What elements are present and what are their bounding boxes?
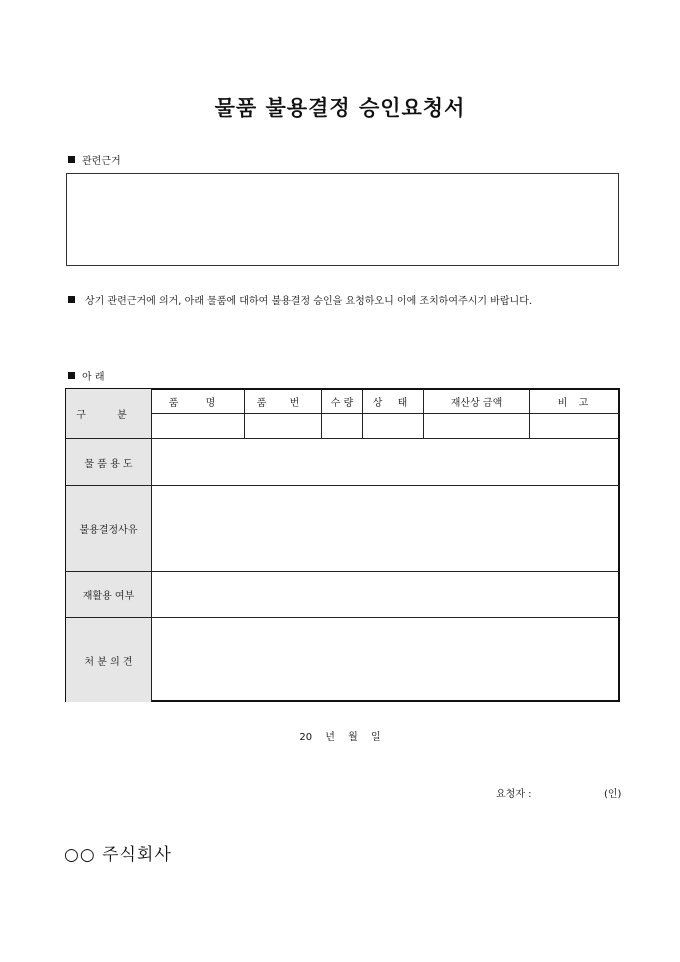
square-bullet-icon — [68, 156, 75, 163]
notice-section-label — [68, 368, 105, 383]
header-condition: 상 태 — [362, 389, 423, 413]
disposal-opinion-input[interactable] — [151, 617, 620, 702]
condition-input[interactable] — [362, 413, 423, 438]
usage-input[interactable] — [151, 438, 620, 485]
header-quantity: 수 량 — [321, 389, 362, 413]
reason-label: 불용결정사유 — [66, 485, 151, 571]
header-remarks: 비 고 — [529, 389, 620, 413]
item-disposal-form — [65, 388, 620, 702]
document-title: 물품 불용결정 승인요청서 — [214, 96, 466, 120]
remarks-input[interactable] — [529, 413, 620, 438]
square-bullet-icon — [68, 372, 75, 379]
header-property-value: 재산상 금액 — [423, 389, 529, 413]
statement-text: 상기 관련근거에 의거, 아래 물품에 대하여 불용결정 승인을 요청하오니 이에 조치하여주시기 바랍니다. — [85, 296, 533, 307]
requester-line — [496, 785, 622, 800]
basis-label: 관련근거 — [82, 156, 121, 167]
seal-mark: (인) — [604, 789, 622, 800]
basis-input-box[interactable] — [66, 173, 619, 266]
disposal-opinion-label: 처 분 의 견 — [66, 617, 151, 702]
category-label: 구 분 — [66, 389, 151, 438]
recycling-label: 재활용 여부 — [66, 571, 151, 617]
square-bullet-icon — [68, 296, 75, 303]
notice-label: 아 래 — [82, 372, 105, 383]
property-value-input[interactable] — [423, 413, 529, 438]
basis-section-label — [68, 152, 121, 167]
company-name: ○○ 주식회사 — [64, 845, 172, 865]
quantity-input[interactable] — [321, 413, 362, 438]
item-name-input[interactable] — [151, 413, 244, 438]
usage-label: 물 품 용 도 — [66, 438, 151, 485]
reason-input[interactable] — [151, 485, 620, 571]
date-line: 20 년 월 일 — [299, 732, 381, 743]
item-number-input[interactable] — [244, 413, 321, 438]
header-item-name: 품 명 — [151, 389, 244, 413]
requester-label: 요청자 : — [496, 789, 532, 800]
header-item-number: 품 번 — [244, 389, 321, 413]
request-statement — [68, 293, 623, 310]
recycling-input[interactable] — [151, 571, 620, 617]
